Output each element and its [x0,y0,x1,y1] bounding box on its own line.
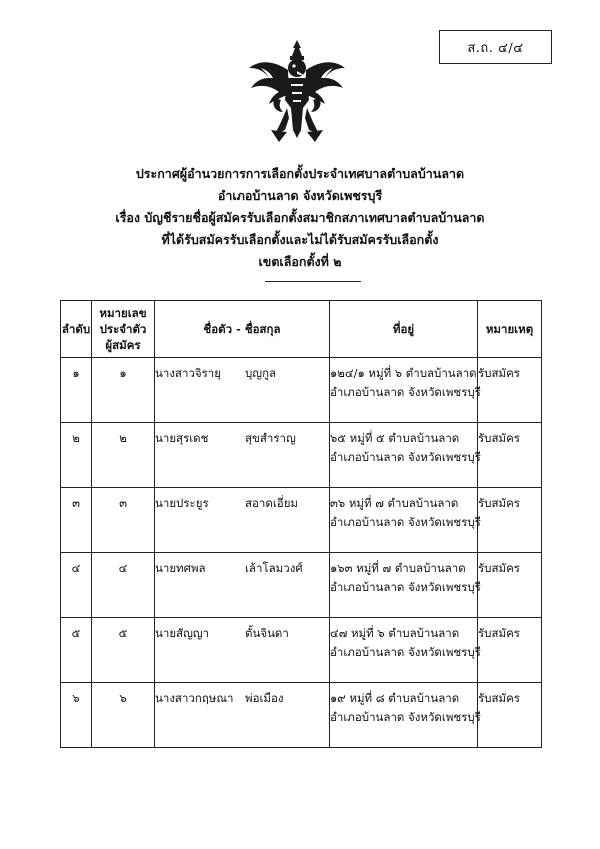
header-order: ลำดับ [61,301,92,358]
announcement-heading [60,163,540,273]
row-remark: รับสมัคร [478,488,542,553]
row-last-name: สอาดเอี่ยม [245,496,299,510]
row-address [330,358,481,423]
row-last-name: บุญกูล [245,366,277,380]
table-row [61,358,542,423]
row-order: ๔ [61,553,92,618]
row-name [155,553,330,618]
header-number-line-1: หมายเลข [99,306,147,320]
row-order: ๒ [61,423,92,488]
row-address [330,553,481,618]
row-remark: รับสมัคร [478,683,542,748]
row-remark: รับสมัคร [478,358,542,423]
row-number: ๑ [92,358,155,423]
row-address-line-1: ๔๗ หมู่ที่ ๖ ตำบลบ้านลาด [330,626,460,640]
row-number: ๕ [92,618,155,683]
candidate-table [60,300,542,748]
row-address-line-1: ๑๖๓ หมู่ที่ ๗ ตำบลบ้านลาด [330,561,466,575]
form-code-box [439,30,552,64]
row-remark: รับสมัคร [478,618,542,683]
row-address [330,423,481,488]
row-first-name: นางสาวจิรายุ [155,366,221,380]
row-order: ๖ [61,683,92,748]
row-name [155,618,330,683]
table-header-row [61,301,542,358]
row-remark: รับสมัคร [478,553,542,618]
garuda-emblem-icon [245,38,350,143]
heading-line-2: อำเภอบ้านลาด จังหวัดเพชรบุรี [217,188,383,203]
row-address-line-2: อำเภอบ้านลาด จังหวัดเพชรบุรี [330,515,481,529]
row-name [155,683,330,748]
row-address-line-2: อำเภอบ้านลาด จังหวัดเพชรบุรี [330,385,481,399]
row-last-name: พ่อเมือง [245,691,284,705]
heading-line-3: เรื่อง บัญชีรายชื่อผู้สมัครรับเลือกตั้งสมาชิกสภาเทศบาลตำบลบ้านลาด [115,210,485,225]
header-name: ชื่อตัว - ชื่อสกุล [155,301,330,358]
heading-line-1: ประกาศผู้อำนวยการการเลือกตั้งประจำเทศบาลตำบลบ้านลาด [135,166,465,181]
table-row [61,488,542,553]
row-number: ๔ [92,553,155,618]
row-name [155,488,330,553]
row-address-line-2: อำเภอบ้านลาด จังหวัดเพชรบุรี [330,645,481,659]
row-name [155,358,330,423]
heading-line-5: เขตเลือกตั้งที่ ๒ [258,254,342,269]
row-address-line-1: ๑๙ หมู่ที่ ๘ ตำบลบ้านลาด [330,691,460,705]
row-address [330,488,481,553]
row-first-name: นายประยูร [155,496,209,510]
row-address [330,683,481,748]
row-order: ๓ [61,488,92,553]
row-last-name: เล้าโลมวงศ์ [245,561,303,575]
row-address-line-1: ๖๕ หมู่ที่ ๕ ตำบลบ้านลาด [330,431,460,445]
header-number-line-2: ประจำตัว [99,322,147,336]
header-address: ที่อยู่ [330,301,478,358]
row-remark: รับสมัคร [478,423,542,488]
row-first-name: นางสาวกฤษณา [155,691,234,705]
row-order: ๕ [61,618,92,683]
row-number: ๒ [92,423,155,488]
header-number-line-3: ผู้สมัคร [105,338,141,352]
row-order: ๑ [61,358,92,423]
row-first-name: นายสุรเดช [155,431,209,445]
row-last-name: ตั้นจินดา [245,626,289,640]
header-number [92,301,155,358]
heading-line-4: ที่ได้รับสมัครรับเลือกตั้งและไม่ได้รับสมัครรับเลือกตั้ง [161,232,439,247]
table-row [61,683,542,748]
table-row [61,553,542,618]
row-last-name: สุขสำราญ [245,431,296,445]
table-row [61,618,542,683]
row-address [330,618,481,683]
row-first-name: นายทศพล [155,561,206,575]
row-address-line-1: ๑๒๔/๑ หมู่ที่ ๖ ตำบลบ้านลาด [330,366,477,380]
row-address-line-2: อำเภอบ้านลาด จังหวัดเพชรบุรี [330,580,481,594]
row-address-line-2: อำเภอบ้านลาด จังหวัดเพชรบุรี [330,450,481,464]
header-remark: หมายเหตุ [478,301,542,358]
row-name [155,423,330,488]
row-address-line-2: อำเภอบ้านลาด จังหวัดเพชรบุรี [330,710,481,724]
form-code-text: ส.ถ. ๔/๔ [467,40,524,56]
table-row [61,423,542,488]
row-address-line-1: ๓๖ หมู่ที่ ๗ ตำบลบ้านลาด [330,496,459,510]
row-first-name: นายสัญญา [155,626,210,640]
row-number: ๓ [92,488,155,553]
heading-divider [265,281,361,282]
row-number: ๖ [92,683,155,748]
